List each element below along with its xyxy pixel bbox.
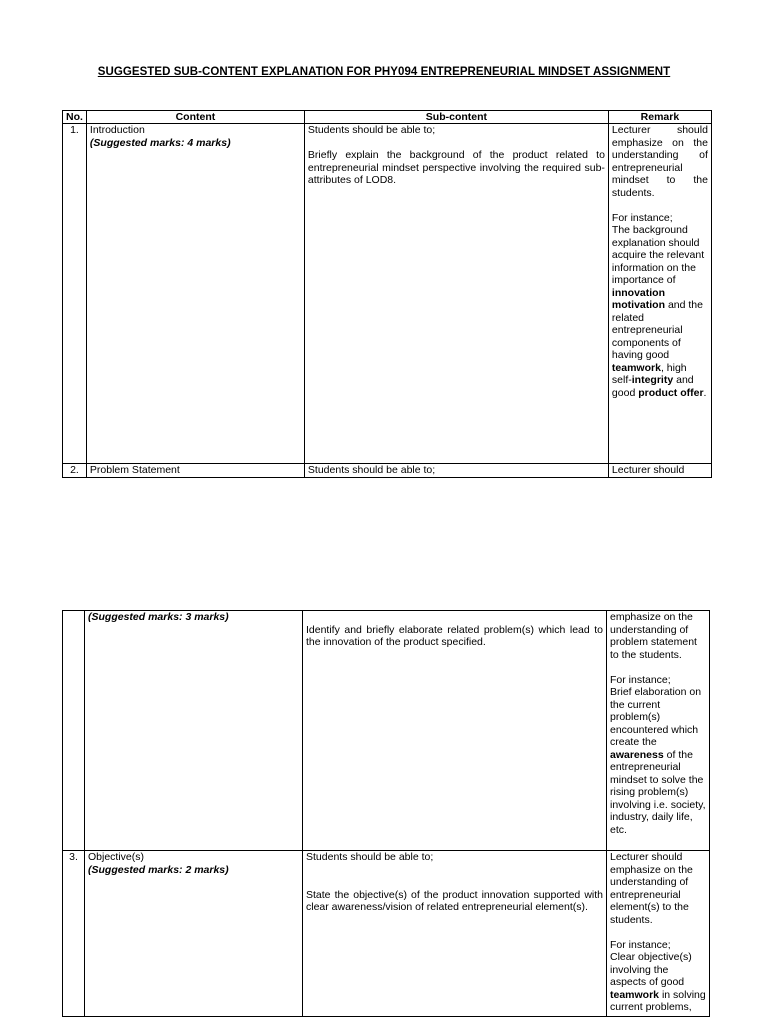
table-header-row xyxy=(63,111,712,124)
remark-detail: Brief elaboration on the current problem(s) encountered which create the awareness of the entrepreneurial mindset to solve the rising problem(s) involving i.e. society, industry, daily life, etc. xyxy=(610,686,706,836)
row-content xyxy=(85,611,303,851)
remark-intro: emphasize on the understanding of problem statement to the students. xyxy=(610,611,697,661)
remark-detail: The background explanation should acquire the relevant information on the importance of innovation motivation and the related entrepreneurial components of having good teamwork, high self-integrity and good product offer. xyxy=(611,224,707,399)
sub-content-text: State the objective(s) of the product innovation supported with clear awareness/vision of related entrepreneurial element(s). xyxy=(306,888,603,913)
content-label: Problem Statement xyxy=(89,464,180,476)
row-number: 1. xyxy=(63,124,87,464)
table-row xyxy=(63,851,710,1017)
sub-content-text: Briefly explain the background of the product related to entrepreneurial mindset perspective involving the required sub-attributes of LOD8. xyxy=(307,149,605,186)
sub-content-text: Identify and briefly elaborate related problem(s) which lead to the innovation of the product specified. xyxy=(306,623,603,648)
table-row xyxy=(63,464,712,478)
remark-instance: For instance; xyxy=(611,211,673,224)
row-number: 2. xyxy=(63,464,87,478)
remark-instance: For instance; xyxy=(610,673,671,686)
row-sub-content xyxy=(303,611,607,851)
sub-content-lead: Students should be able to; xyxy=(307,124,436,136)
header-remark: Remark xyxy=(608,111,711,124)
row-number: 3. xyxy=(63,851,85,1017)
table-row xyxy=(63,124,712,464)
remark-detail: Clear objective(s) involving the aspects of good teamwork in solving current problems, xyxy=(610,951,706,1013)
remark-intro: Lecturer should xyxy=(611,464,685,476)
content-label: Introduction xyxy=(89,124,145,136)
row-remark xyxy=(608,464,711,478)
suggested-marks: (Suggested marks: 4 marks) xyxy=(89,136,231,149)
row-content xyxy=(85,851,303,1017)
header-sub-content: Sub-content xyxy=(304,111,608,124)
row-remark xyxy=(607,611,710,851)
row-remark xyxy=(607,851,710,1017)
remark-intro: Lecturer should emphasize on the understanding of entrepreneurial mindset to the students. xyxy=(611,124,708,199)
document-title: SUGGESTED SUB-CONTENT EXPLANATION FOR PHY094 ENTREPRENEURIAL MINDSET ASSIGNMENT xyxy=(97,66,671,78)
remark-instance: For instance; xyxy=(610,938,671,951)
sub-content-lead: Students should be able to; xyxy=(307,464,436,476)
row-sub-content xyxy=(303,851,607,1017)
content-label: Objective(s) xyxy=(88,851,145,863)
suggested-marks: (Suggested marks: 3 marks) xyxy=(88,611,229,623)
suggested-marks: (Suggested marks: 2 marks) xyxy=(88,863,229,876)
header-no: No. xyxy=(63,111,87,124)
header-content: Content xyxy=(86,111,304,124)
sub-content-table-continued xyxy=(62,610,710,1017)
table-row xyxy=(63,611,710,851)
row-sub-content xyxy=(304,124,608,464)
remark-intro: Lecturer should emphasize on the understanding of entrepreneurial element(s) to the students. xyxy=(610,851,693,926)
row-content xyxy=(86,124,304,464)
sub-content-table xyxy=(62,110,712,478)
row-remark xyxy=(608,124,711,464)
row-sub-content xyxy=(304,464,608,478)
row-content xyxy=(86,464,304,478)
sub-content-lead: Students should be able to; xyxy=(306,851,434,863)
row-number xyxy=(63,611,85,851)
